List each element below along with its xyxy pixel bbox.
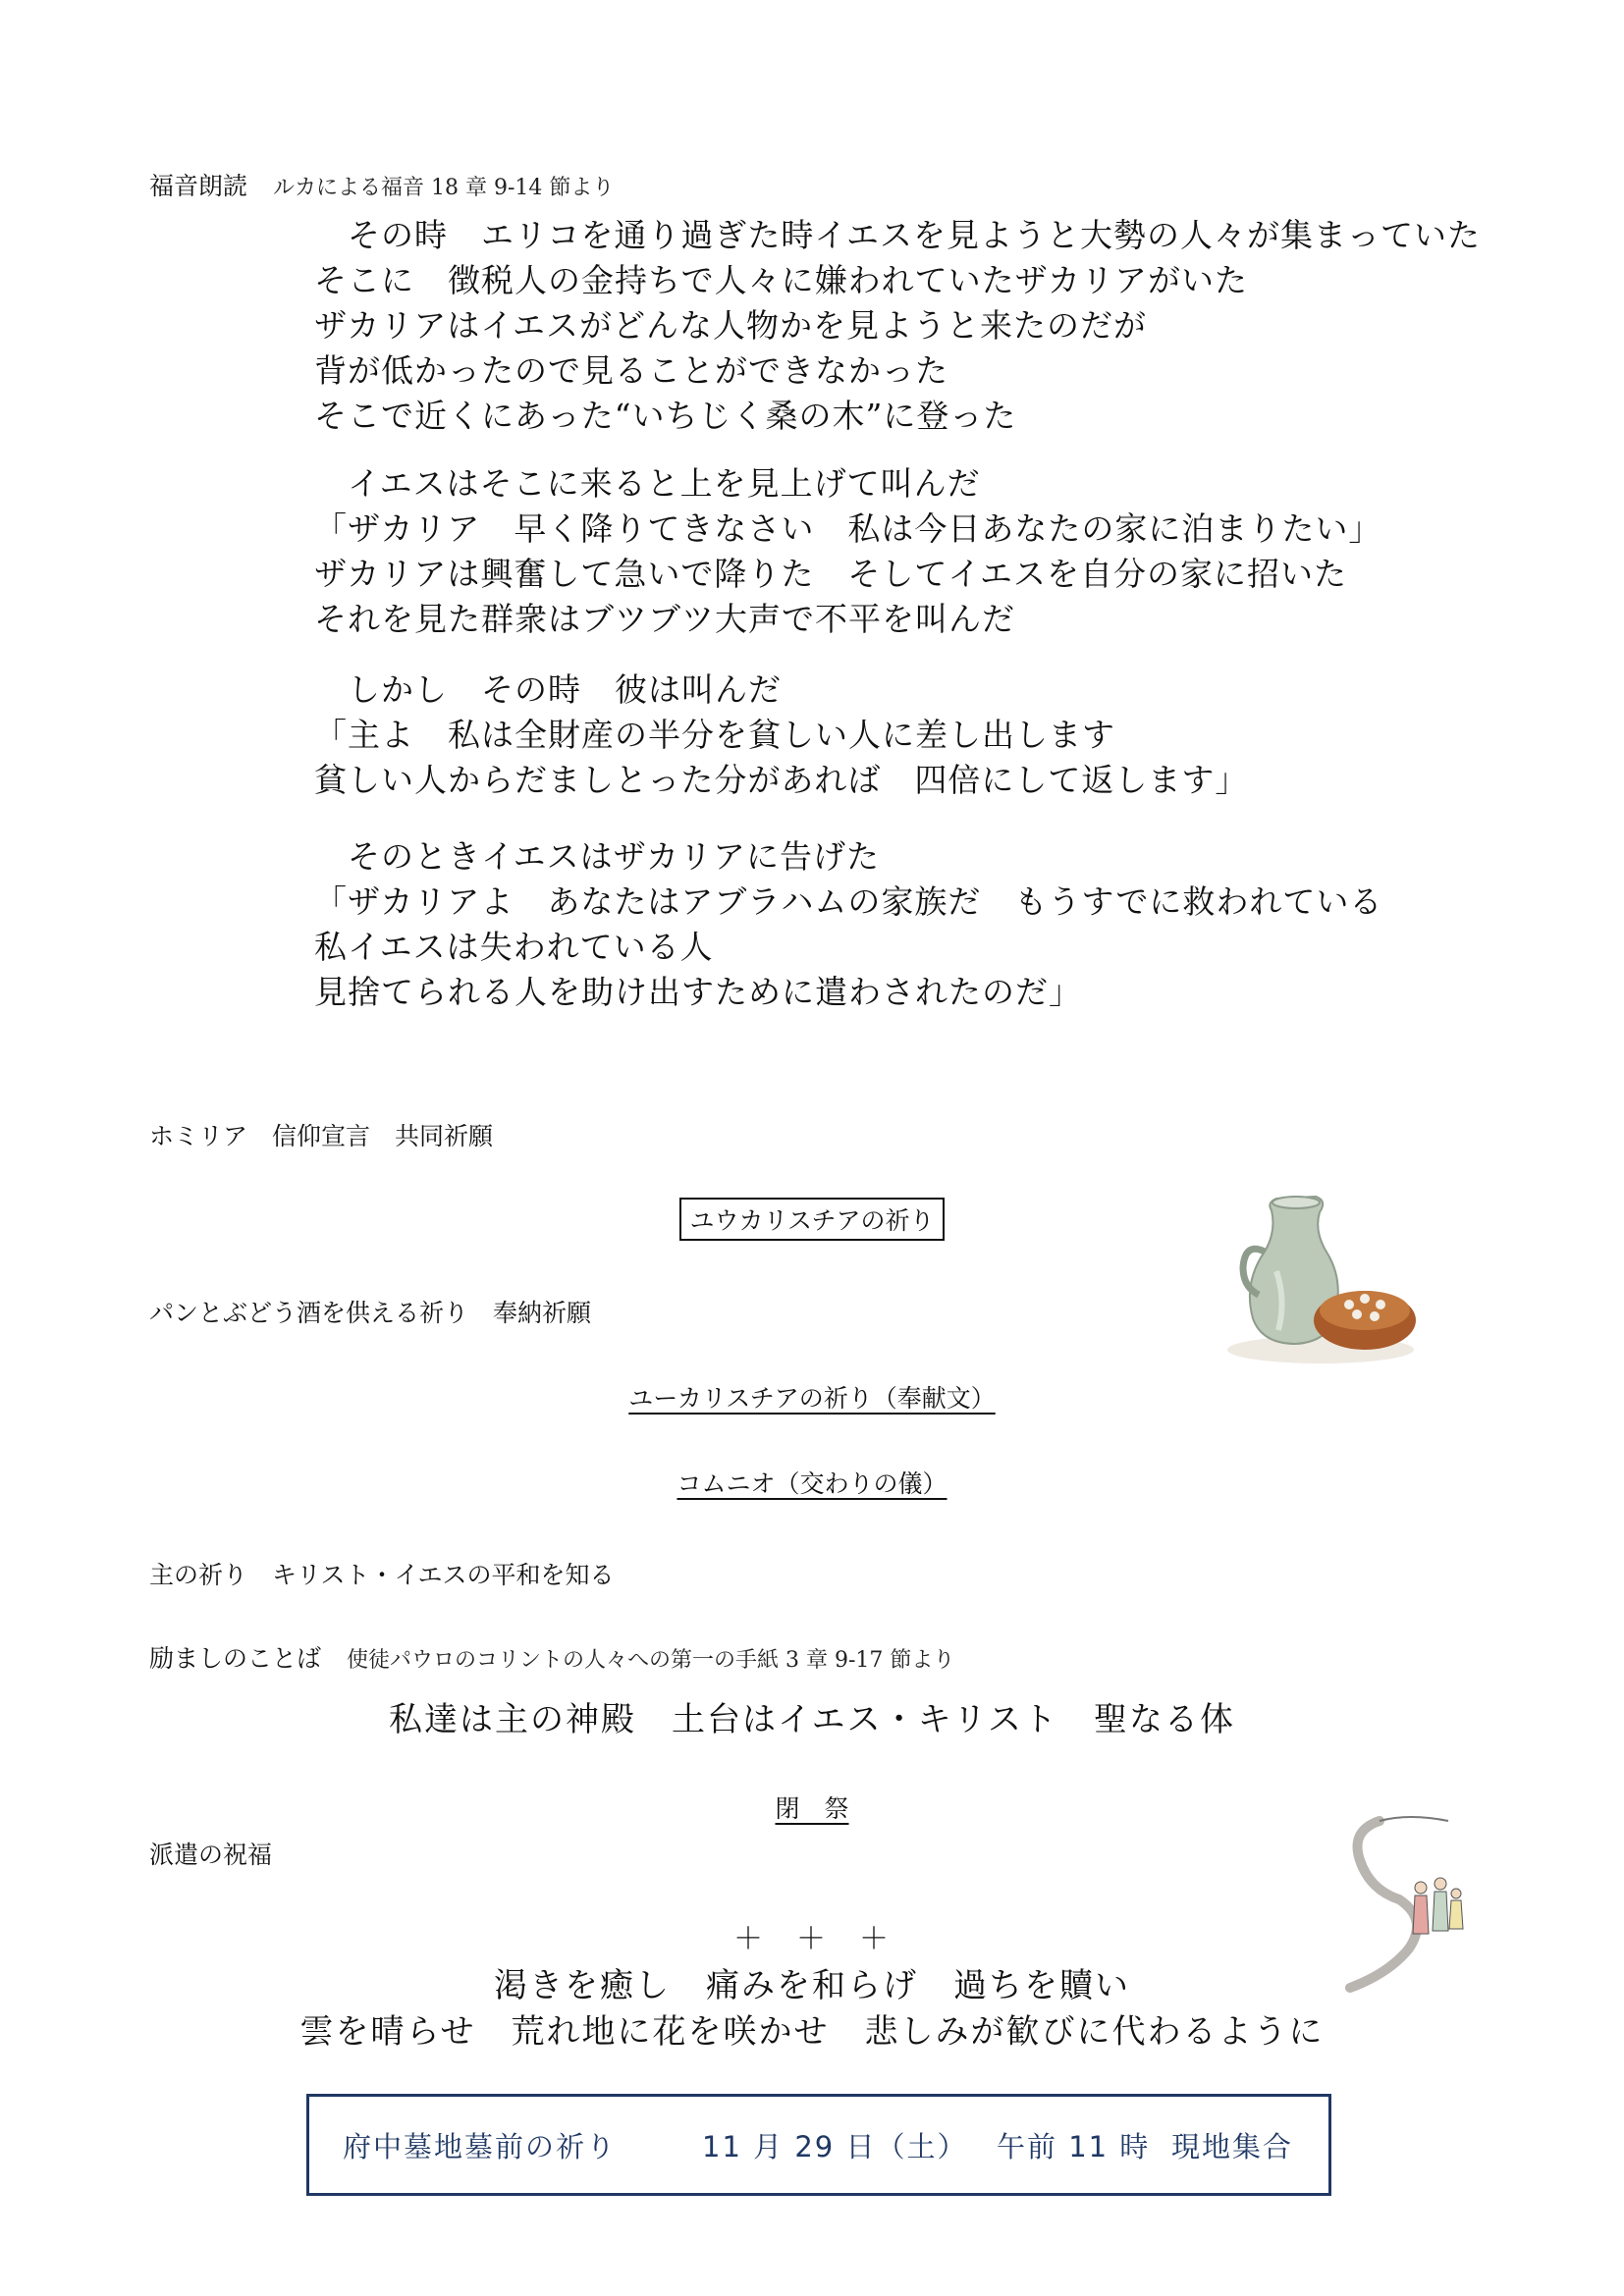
- verse-line: 「主よ 私は全財産の半分を貧しい人に差し出します: [314, 716, 1115, 754]
- verse-line: 貧しい人からだましとった分があれば 四倍にして返します」: [314, 761, 1249, 799]
- eucharist-liturgy-label: ユウカリスチアの祈り: [679, 1198, 944, 1241]
- encouragement-heading: [149, 1639, 954, 1675]
- verse-line: 背が低かったので見ることができなかった: [314, 351, 948, 390]
- verse-line: 「ザカリアよ あなたはアブラハムの家族だ もうすでに救われている: [314, 882, 1383, 921]
- closing-label: 閉 祭: [775, 1794, 849, 1823]
- gospel-label: 福音朗読: [149, 172, 248, 200]
- offertory-line: パンとぶどう酒を供える祈り 奉納祈願: [149, 1299, 592, 1327]
- verse-line: その時 エリコを通り過ぎた時イエスを見ようと大勢の人々が集まっていた: [314, 216, 1482, 254]
- verse-line: イエスはそこに来ると上を見上げて叫んだ: [314, 464, 981, 503]
- verse-line: ザカリアは興奮して急いで降りた そしてイエスを自分の家に招いた: [314, 555, 1348, 593]
- encouragement-text: 私達は主の神殿 土台はイエス・キリスト 聖なる体: [389, 1700, 1235, 1739]
- notice-title: 府中墓地墓前の祈り: [343, 2129, 618, 2163]
- homily-line: ホミリア 信仰宣言 共同祈願: [149, 1122, 494, 1150]
- communion-label: コムニオ（交わりの儀）: [677, 1469, 947, 1498]
- closing-line-2: 雲を晴らせ 荒れ地に花を咲かせ 悲しみが歓びに代わるように: [299, 2012, 1325, 2052]
- eucharistic-prayer-label: ユーカリスチアの祈り（奉献文）: [628, 1384, 996, 1413]
- notice-box: [306, 2094, 1331, 2196]
- gospel-stanza-3: [314, 667, 1248, 803]
- gospel-source: ルカによる福音 18 章 9-14 節より: [273, 176, 615, 200]
- verse-line: 見捨てられる人を助け出すために遣わされたのだ」: [314, 973, 1082, 1011]
- gospel-stanza-2: [314, 461, 1381, 642]
- closing-line-1: 渇きを癒し 痛みを和らげ 過ちを贖い: [494, 1966, 1130, 2005]
- encouragement-label: 励ましのことば: [149, 1644, 322, 1673]
- verse-line: そのときイエスはザカリアに告げた: [314, 837, 881, 876]
- encouragement-source: 使徒パウロのコリントの人々への第一の手紙 3 章 9-17 節より: [347, 1648, 955, 1673]
- notice-place: 現地集合: [1171, 2129, 1294, 2163]
- gospel-stanza-4: [314, 834, 1382, 1015]
- verse-line: そこで近くにあった“いちじく桑の木”に登った: [314, 397, 1017, 435]
- jug-and-bread-illustration: [1218, 1173, 1424, 1369]
- blessing-line: 派遣の祝福: [149, 1841, 273, 1869]
- lords-prayer-line: 主の祈り キリスト・イエスの平和を知る: [149, 1561, 615, 1589]
- verse-line: 「ザカリア 早く降りてきなさい 私は今日あなたの家に泊まりたい」: [314, 509, 1382, 548]
- eucharistic-prayer-heading: [0, 1379, 1624, 1415]
- notice-date: 11 月 29 日（土）: [702, 2129, 968, 2163]
- verse-line: 私イエスは失われている人: [314, 928, 714, 966]
- crosses-line: ＋ ＋ ＋: [733, 1922, 891, 1956]
- communion-heading: [0, 1465, 1624, 1500]
- gospel-heading: [149, 167, 614, 202]
- verse-line: そこに 徴税人の金持ちで人々に嫌われていたザカリアがいた: [314, 261, 1249, 299]
- notice-time: 午前 11 時: [997, 2129, 1151, 2163]
- gospel-stanza-1: [314, 213, 1481, 439]
- verse-line: しかし その時 彼は叫んだ: [314, 670, 782, 709]
- verse-line: ザカリアはイエスがどんな人物かを見ようと来たのだが: [314, 306, 1148, 345]
- verse-line: それを見た群衆はブツブツ大声で不平を叫んだ: [314, 600, 1015, 638]
